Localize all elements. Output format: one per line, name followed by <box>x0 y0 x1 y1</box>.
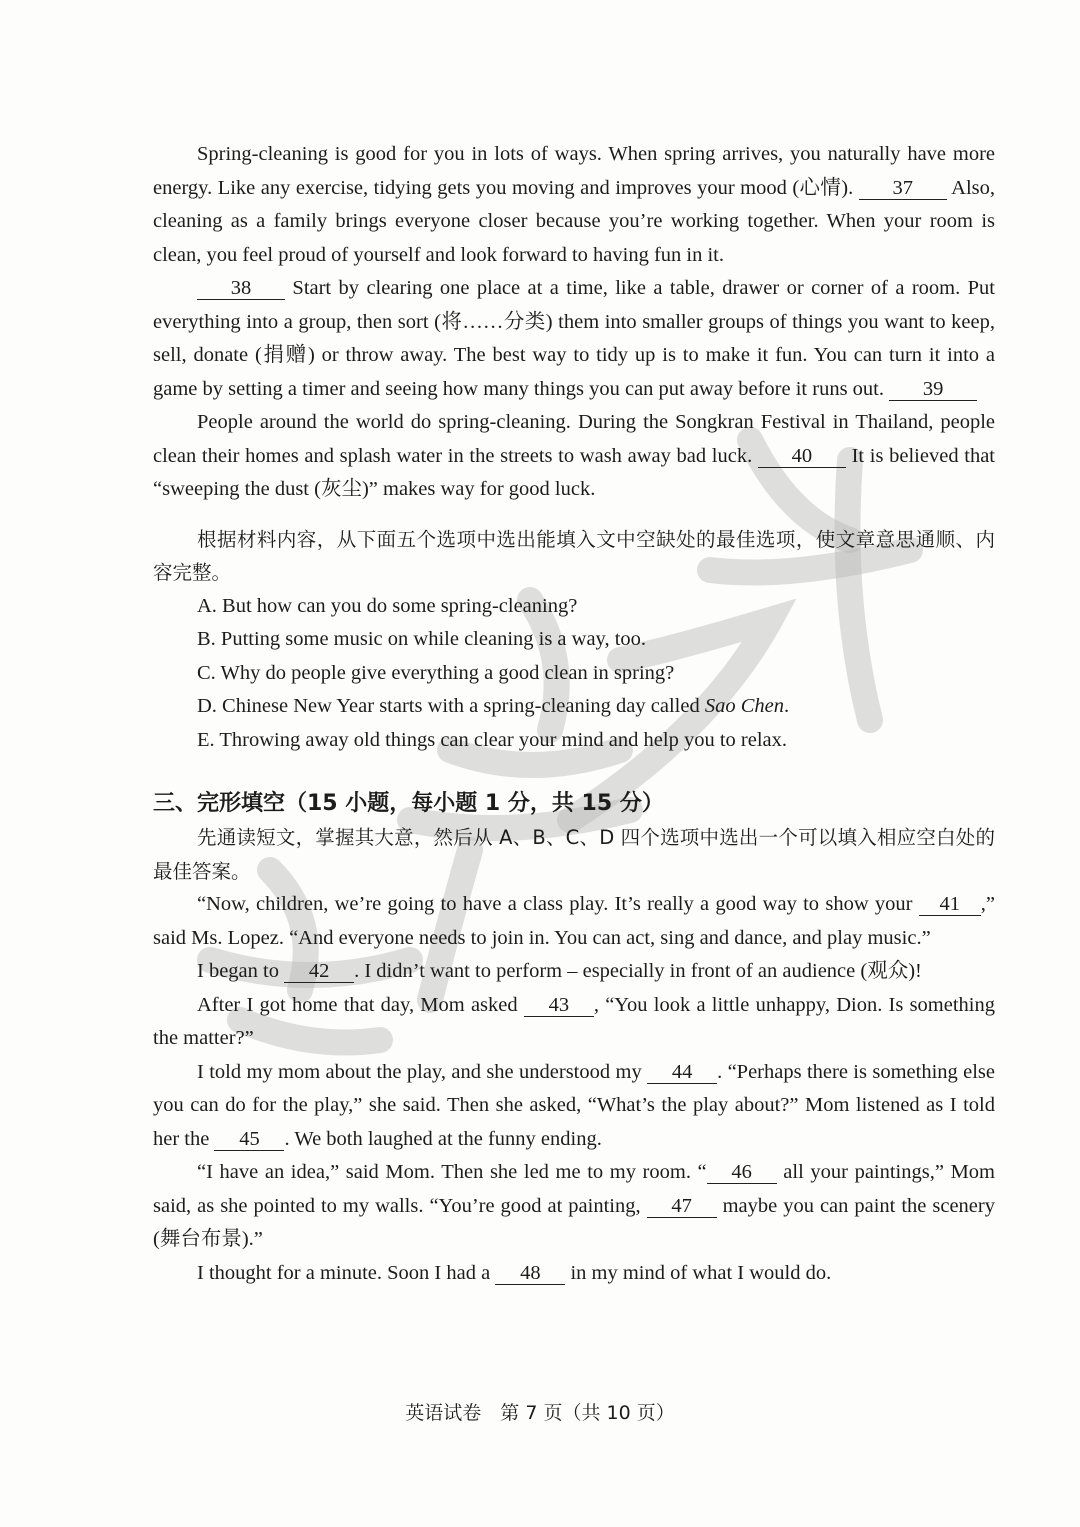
text: “Now, children, we’re going to have a class play. It’s really a good way to show your <box>197 893 919 915</box>
blank-44: 44 <box>647 1061 717 1084</box>
blank-38: 38 <box>197 277 285 300</box>
blank-47: 47 <box>647 1195 717 1218</box>
text: Spring-cleaning is good for you in lots of ways. When spring arrives, you naturally have more energy. Like any exercise, tidying gets you moving and improves your mood (心情). <box>153 143 995 199</box>
text: . I didn’t want to perform – especially in front of an audience (观众)! <box>354 960 922 982</box>
text: D. Chinese New Year starts with a spring-cleaning day called <box>197 695 705 717</box>
italic-term: Sao Chen <box>704 695 784 717</box>
paragraph-3 <box>153 406 995 507</box>
task-instruction: 根据材料内容，从下面五个选项中选出能填入文中空缺处的最佳选项，使文章意思通顺、内容完整。 <box>153 527 995 584</box>
blank-45: 45 <box>214 1128 284 1151</box>
text: It is believed that “sweeping the dust (灰尘)” makes way for good luck. <box>153 444 995 500</box>
text: I told my mom about the play, and she understood my <box>197 1060 648 1083</box>
option-d <box>153 690 995 724</box>
blank-37: 37 <box>859 177 947 200</box>
option-b: B. Putting some music on while cleaning is a way, too. <box>197 628 647 650</box>
text: “I have an idea,” said Mom. Then she led me to my room. “ <box>197 1161 707 1183</box>
text: ,” said Ms. Lopez. “And everyone needs to join in. You can act, sing and dance, and play music.” <box>153 893 995 949</box>
blank-42: 42 <box>284 960 354 983</box>
blank-48: 48 <box>495 1262 565 1285</box>
text: all your paintings,” Mom said, as she pointed to my walls. “You’re good at painting, <box>153 1161 995 1217</box>
blank-41: 41 <box>919 893 981 916</box>
section-instruction: 先通读短文，掌握其大意，然后从 A、B、C、D 四个选项中选出一个可以填入相应空白处的最佳答案。 <box>153 826 995 883</box>
page-footer: 英语试卷 第 7 页（共 10 页） <box>405 1402 675 1424</box>
blank-40: 40 <box>758 445 846 468</box>
cloze-paragraph-6 <box>153 1257 995 1291</box>
text: People around the world do spring-cleaning. During the Songkran Festival in Thailand, people clean their homes and splash water in the streets to wash away bad luck. <box>153 411 995 467</box>
text: maybe you can paint the scenery (舞台布景).” <box>153 1194 995 1250</box>
blank-43: 43 <box>524 994 594 1017</box>
cloze-paragraph-3 <box>153 989 995 1056</box>
text: I began to <box>197 960 285 982</box>
text: . “Perhaps there is something else you can do for the play,” she said. Then she asked, “What’s the play about?” Mom listened as I told her the <box>153 1060 996 1150</box>
section-title: 三、完形填空（15 小题，每小题 1 分，共 15 分） <box>153 791 664 816</box>
page-content <box>153 138 995 1290</box>
cloze-paragraph-2 <box>153 955 995 989</box>
cloze-paragraph-5 <box>153 1156 995 1257</box>
text: Also, cleaning as a family brings everyone closer because you’re working together. When your room is clean, you feel proud of yourself and look forward to having fun in it. <box>153 176 995 266</box>
text: . <box>783 695 790 717</box>
cloze-paragraph-1 <box>153 888 995 955</box>
option-c: C. Why do people give everything a good clean in spring? <box>197 661 675 684</box>
option-a: A. But how can you do some spring-cleaning? <box>197 594 578 617</box>
text: . We both laughed at the funny ending. <box>284 1127 602 1150</box>
paragraph-1 <box>153 138 995 272</box>
text: Start by clearing one place at a time, like a table, drawer or corner of a room. Put everything into a group, then sort (将……分类) them into smaller groups of things you want to keep, sell, donate (捐赠) or throw away. The best way to tidy up is to make it fun. You can turn it into a game by setting a timer and seeing how many things you can put away before it runs out. <box>153 277 995 400</box>
text: in my mind of what I would do. <box>565 1261 832 1284</box>
cloze-paragraph-4 <box>153 1056 995 1157</box>
text: After I got home that day, Mom asked <box>197 993 524 1016</box>
paragraph-2 <box>153 272 995 406</box>
text: I thought for a minute. Soon I had a <box>197 1261 496 1284</box>
blank-46: 46 <box>707 1161 777 1184</box>
blank-39: 39 <box>889 378 977 401</box>
text: , “You look a little unhappy, Dion. Is something the matter?” <box>153 993 995 1049</box>
option-e: E. Throwing away old things can clear your mind and help you to relax. <box>197 728 787 751</box>
